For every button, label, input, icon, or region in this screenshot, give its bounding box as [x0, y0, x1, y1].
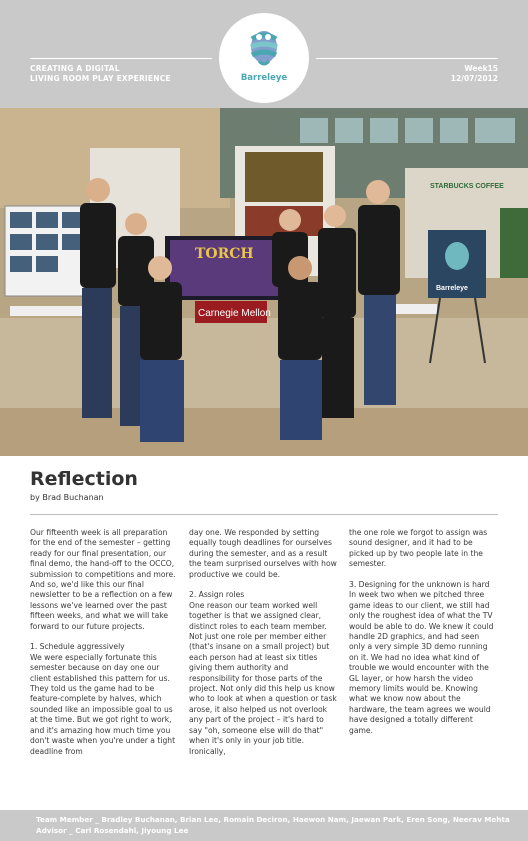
article-column-2 — [189, 528, 337, 767]
subtitle-line-2: LIVING ROOM PLAY EXPERIENCE — [30, 74, 171, 83]
header-rule-left — [30, 58, 212, 59]
newsletter-subtitle — [30, 64, 171, 84]
article-title: Reflection — [30, 468, 138, 490]
header-band — [0, 0, 528, 108]
article-column-3 — [349, 528, 497, 747]
fish-logo-icon — [219, 13, 309, 103]
section-heading-1: 1. Schedule aggressively — [30, 642, 125, 652]
section-2-continued: the one role we forgot to assign was sound designer, and it had to be picked up by two people late in the semester. — [349, 528, 488, 569]
header-rule-right — [316, 58, 498, 59]
team-photo-illustration — [0, 108, 528, 456]
section-1-continued: day one. We responded by setting equally tough deadlines for ourselves during the semester, and as a result the team surprised ourselves with how productive we could be. — [189, 528, 337, 579]
easel-logo-text: Barreleye — [436, 285, 468, 292]
tv-game-title: TORCH — [195, 246, 254, 262]
section-heading-2: 2. Assign roles — [189, 590, 245, 600]
carnegie-banner: Carnegie Mellon — [198, 308, 271, 319]
title-divider — [30, 514, 498, 515]
week-label: Week15 — [464, 64, 498, 73]
article-byline: by Brad Buchanan — [30, 493, 104, 502]
section-2-body: One reason our team worked well together is that we assigned clear, distinct roles to each team member. Not just one role per member either (that's insane on a small project) but each person had at least six titles giving them authority and responsibility for those parts of the project. Not only did this help us know who to look at when a question or task arose, it also helped us not overlook any part of the project – it's hard to say "oh, someone else will do that" when it's only in your job title. Ironically, — [189, 600, 337, 756]
issue-date: 12/07/2012 — [450, 74, 498, 83]
section-3-body: In week two when we pitched three game ideas to our client, we still had only the roughest idea of what the TV would be able to do. We knew it could handle 2D graphics, and had seen only a very simple 3D demo running on it. We had no idea what kind of trouble we would encounter with the GL layer, or how harsh the video memory limits would be. Knowing what we know now about the hardware, the team agrees we would have designed a totally different game. — [349, 590, 494, 735]
team-photo — [0, 108, 528, 456]
intro-paragraph: Our fifteenth week is all preparation for the end of the semester – getting ready for our final presentation, our final demo, the hand-off to the OCCO, submission to competitions and more. And so, we'd like this our final newsletter to be a reflection on a few lessons we've learned over the past fifteen weeks, and what we will take forward to our future projects. — [30, 528, 176, 631]
starbucks-sign: STARBUCKS COFFEE — [430, 183, 504, 190]
logo-wordmark: Barreleye — [240, 73, 288, 83]
section-1-body: We were especially fortunate this semester because on day one our client established this pattern for us. They told us the game had to be feature-complete by halves, which sounded like an impossible goal to us at the time. But we got right to work, and it's amazing how much time you don't waste when you're under a tight deadline from — [30, 652, 176, 756]
team-members-credit: Team Member _ Bradley Buchanan, Brian Lee, Romain Deciron, Haewon Nam, Jaewan Park, Eren Song, Neerav Mehta — [36, 815, 510, 824]
advisor-credit: Advisor _ Carl Rosendahl, Jiyoung Lee — [36, 826, 189, 835]
barreleye-logo — [219, 13, 309, 103]
section-heading-3: 3. Designing for the unknown is hard — [349, 580, 490, 590]
credits-footer — [0, 810, 528, 841]
article-column-1 — [30, 528, 178, 767]
subtitle-line-1: CREATING A DIGITAL — [30, 64, 120, 73]
issue-info — [451, 64, 498, 84]
